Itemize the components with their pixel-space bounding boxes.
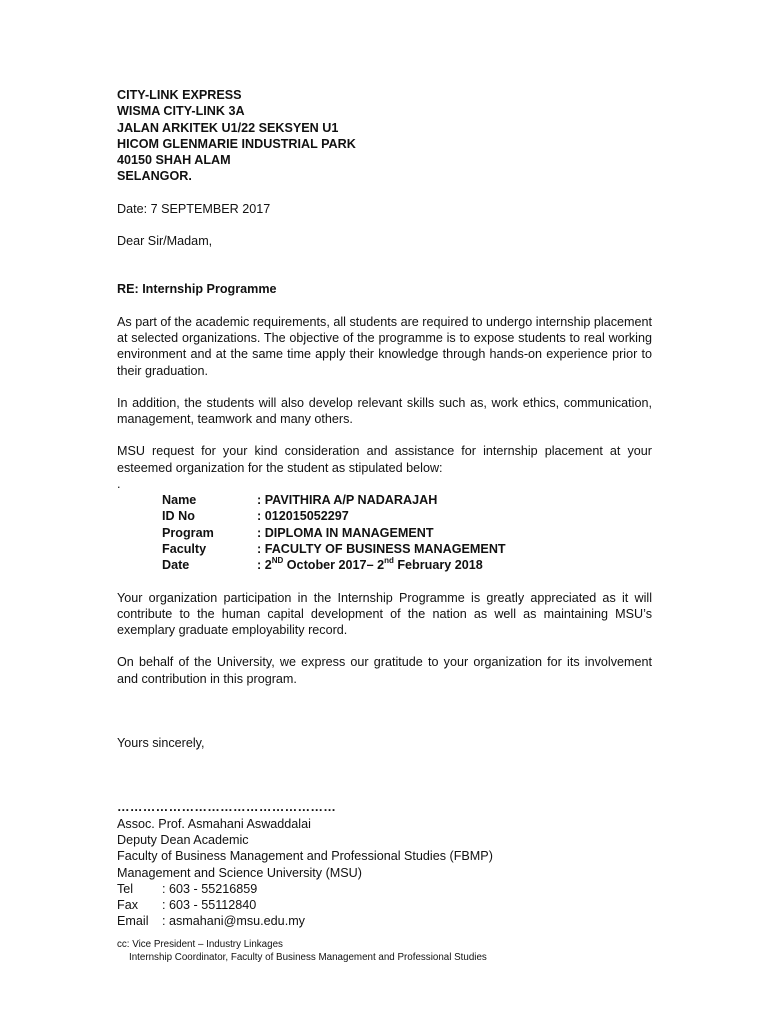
letter-body <box>117 87 652 930</box>
signature-block <box>117 799 652 929</box>
date-superscript: ND <box>271 556 284 566</box>
detail-label: Program <box>162 525 214 540</box>
subject-line: RE: Internship Programme <box>117 282 277 297</box>
detail-label: ID No <box>162 509 195 524</box>
paragraph-5: On behalf of the University, we express our gratitude to your organization for its involvement and contribution in this program. <box>117 655 652 686</box>
letter-date: Date: 7 SEPTEMBER 2017 <box>117 201 271 216</box>
address-line: SELANGOR. <box>117 169 192 184</box>
signatory-university: Management and Science University (MSU) <box>117 865 362 880</box>
signatory-name: Assoc. Prof. Asmahani Aswaddalai <box>117 816 311 831</box>
recipient-address <box>117 87 652 185</box>
detail-row-id <box>162 508 652 524</box>
address-line: WISMA CITY-LINK 3A <box>117 104 245 119</box>
detail-value <box>257 557 483 573</box>
contact-value: : 603 - 55216859 <box>162 881 258 896</box>
date-suffix: February 2018 <box>393 558 483 573</box>
contact-label: Email <box>117 914 149 929</box>
detail-value: : FACULTY OF BUSINESS MANAGEMENT <box>257 541 506 556</box>
signatory-title: Deputy Dean Academic <box>117 832 249 847</box>
salutation: Dear Sir/Madam, <box>117 234 213 249</box>
contact-value: : 603 - 55112840 <box>162 898 257 913</box>
signature-dotted-line: …………………………………………… <box>117 800 337 815</box>
contact-fax <box>117 897 652 913</box>
detail-value: : PAVITHIRA A/P NADARAJAH <box>257 493 438 508</box>
paragraph-1: As part of the academic requirements, all students are required to undergo internship placement at selected organizations. The objective of the programme is to expose students to real working environment and at the same time apply their knowledge through hands-on experience prior to their graduation. <box>117 314 652 378</box>
date-middle: October 2017– 2 <box>283 558 385 573</box>
cc-block <box>117 938 487 964</box>
address-line: CITY-LINK EXPRESS <box>117 88 242 102</box>
detail-value: : DIPLOMA IN MANAGEMENT <box>257 525 434 540</box>
detail-row-program <box>162 525 652 541</box>
detail-label: Name <box>162 493 197 508</box>
paragraph-4: Your organization participation in the Internship Programme is greatly appreciated as it will contribute to the human capital development of the nation as well as maintaining MSU’s exemplary graduate employability record. <box>117 590 652 638</box>
detail-label: Date <box>162 558 190 573</box>
detail-value: : 012015052297 <box>257 509 349 524</box>
contact-email <box>117 913 652 929</box>
closing: Yours sincerely, <box>117 736 205 751</box>
signatory-faculty: Faculty of Business Management and Professional Studies (FBMP) <box>117 849 493 864</box>
contact-value: : asmahani@msu.edu.my <box>162 914 305 929</box>
date-prefix: : 2 <box>257 558 272 573</box>
student-details <box>162 492 652 573</box>
detail-row-date <box>162 557 652 573</box>
date-superscript: nd <box>384 556 394 566</box>
address-line: HICOM GLENMARIE INDUSTRIAL PARK <box>117 136 356 151</box>
contact-label: Fax <box>117 898 138 913</box>
detail-row-faculty <box>162 541 652 557</box>
cc-line: Internship Coordinator, Faculty of Business Management and Professional Studies <box>129 952 487 963</box>
detail-row-name <box>162 492 652 508</box>
cc-line: cc: Vice President – Industry Linkages <box>117 939 283 950</box>
address-line: 40150 SHAH ALAM <box>117 153 231 168</box>
paragraph-3: MSU request for your kind consideration and assistance for internship placement at your esteemed organization for the student as stipulated below: <box>117 444 652 475</box>
detail-label: Faculty <box>162 541 207 556</box>
contact-tel <box>117 881 652 897</box>
contact-label: Tel <box>117 881 134 896</box>
address-line: JALAN ARKITEK U1/22 SEKSYEN U1 <box>117 120 339 135</box>
paragraph-2: In addition, the students will also develop relevant skills such as, work ethics, communication, management, teamwork and many others. <box>117 395 652 427</box>
stray-dot: . <box>117 477 121 492</box>
